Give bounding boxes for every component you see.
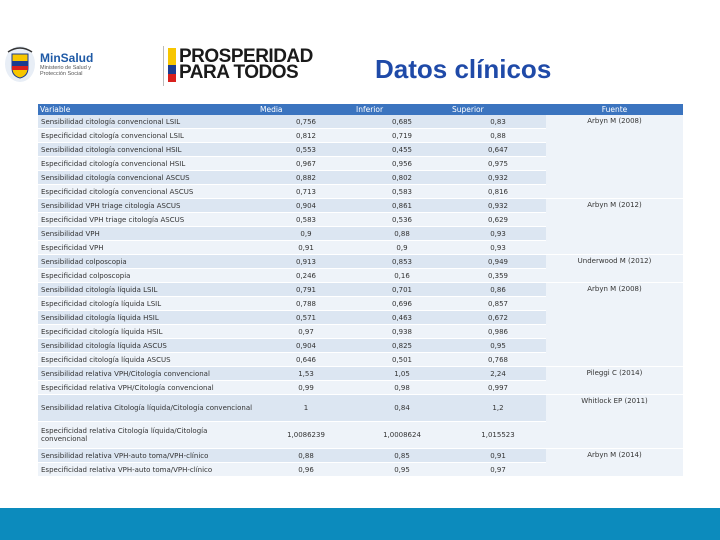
page-header (0, 0, 720, 100)
cell-superior: 0,97 (450, 463, 546, 477)
cell-variable: Especificidad citología líquida LSIL (38, 297, 258, 311)
cell-media: 0,812 (258, 129, 354, 143)
cell-superior: 0,93 (450, 241, 546, 255)
cell-variable: Sensibilidad colposcopia (38, 255, 258, 269)
cell-variable: Sensibilidad relativa VPH/Citología convencional (38, 367, 258, 381)
cell-media: 0,882 (258, 171, 354, 185)
cell-media: 0,9 (258, 227, 354, 241)
cell-variable: Sensibilidad relativa Citología líquida/Citología convencional (38, 395, 258, 422)
cell-media: 0,904 (258, 339, 354, 353)
cell-superior: 0,629 (450, 213, 546, 227)
cell-inferior: 1,0008624 (354, 422, 450, 449)
cell-superior: 1,015523 (450, 422, 546, 449)
cell-inferior: 0,501 (354, 353, 450, 367)
cell-inferior: 0,536 (354, 213, 450, 227)
cell-superior: 0,932 (450, 171, 546, 185)
cell-media: 0,553 (258, 143, 354, 157)
footer-bar (0, 508, 720, 540)
table-header-row (38, 104, 683, 115)
cell-superior: 0,672 (450, 311, 546, 325)
cell-inferior: 0,938 (354, 325, 450, 339)
cell-variable: Sensibilidad citología líquida HSIL (38, 311, 258, 325)
cell-media: 0,904 (258, 199, 354, 213)
minsalud-subtitle: Ministerio de Salud y Protección Social (40, 64, 92, 77)
cell-superior: 0,768 (450, 353, 546, 367)
header-variable: Variable (38, 104, 258, 115)
table-row (38, 395, 683, 422)
cell-variable: Sensibilidad citología líquida LSIL (38, 283, 258, 297)
cell-variable: Sensibilidad citología líquida ASCUS (38, 339, 258, 353)
cell-superior: 0,997 (450, 381, 546, 395)
table-row (38, 283, 683, 297)
cell-superior: 0,86 (450, 283, 546, 297)
cell-superior: 0,857 (450, 297, 546, 311)
cell-superior: 0,975 (450, 157, 546, 171)
cell-superior: 0,986 (450, 325, 546, 339)
cell-inferior: 0,463 (354, 311, 450, 325)
cell-variable: Especificidad relativa VPH/Citología convencional (38, 381, 258, 395)
cell-fuente: Pileggi C (2014) (546, 367, 683, 395)
header-inferior: Inferior (354, 104, 450, 115)
table-row (38, 255, 683, 269)
cell-inferior: 0,719 (354, 129, 450, 143)
cell-media: 1,53 (258, 367, 354, 381)
cell-variable: Sensibilidad citología convencional LSIL (38, 115, 258, 129)
cell-superior: 0,93 (450, 227, 546, 241)
cell-media: 0,756 (258, 115, 354, 129)
cell-media: 0,97 (258, 325, 354, 339)
cell-media: 0,791 (258, 283, 354, 297)
cell-fuente: Whitlock EP (2011) (546, 395, 683, 449)
cell-media: 0,713 (258, 185, 354, 199)
cell-superior: 0,83 (450, 115, 546, 129)
cell-inferior: 0,455 (354, 143, 450, 157)
cell-inferior: 0,825 (354, 339, 450, 353)
cell-variable: Sensibilidad relativa VPH-auto toma/VPH-clínico (38, 449, 258, 463)
table-row (38, 449, 683, 463)
cell-superior: 1,2 (450, 395, 546, 422)
cell-variable: Especificidad relativa VPH-auto toma/VPH-clínico (38, 463, 258, 477)
cell-media: 0,571 (258, 311, 354, 325)
header-superior: Superior (450, 104, 546, 115)
cell-inferior: 0,95 (354, 463, 450, 477)
cell-fuente: Arbyn M (2008) (546, 115, 683, 199)
cell-inferior: 0,853 (354, 255, 450, 269)
cell-superior: 0,647 (450, 143, 546, 157)
table-row (38, 115, 683, 129)
cell-inferior: 0,696 (354, 297, 450, 311)
clinical-data-table (38, 104, 683, 477)
logo-divider (163, 46, 164, 86)
cell-media: 1 (258, 395, 354, 422)
cell-inferior: 0,85 (354, 449, 450, 463)
table-row (38, 367, 683, 381)
cell-inferior: 0,956 (354, 157, 450, 171)
minsalud-logo (4, 44, 110, 84)
table-row (38, 199, 683, 213)
cell-variable: Especificidad citología líquida HSIL (38, 325, 258, 339)
cell-superior: 0,95 (450, 339, 546, 353)
cell-inferior: 0,98 (354, 381, 450, 395)
cell-variable: Especificidad VPH triage citología ASCUS (38, 213, 258, 227)
cell-media: 0,913 (258, 255, 354, 269)
cell-inferior: 0,802 (354, 171, 450, 185)
cell-variable: Especificidad citología convencional HSIL (38, 157, 258, 171)
cell-fuente: Arbyn M (2008) (546, 283, 683, 367)
cell-variable: Especificidad VPH (38, 241, 258, 255)
cell-media: 0,646 (258, 353, 354, 367)
cell-fuente: Arbyn M (2014) (546, 449, 683, 477)
cell-superior: 0,359 (450, 269, 546, 283)
cell-inferior: 0,685 (354, 115, 450, 129)
cell-fuente: Underwood M (2012) (546, 255, 683, 283)
page-title: Datos clínicos (375, 54, 552, 84)
cell-superior: 0,949 (450, 255, 546, 269)
cell-inferior: 0,861 (354, 199, 450, 213)
minsalud-name: MinSalud (40, 50, 94, 65)
cell-inferior: 0,701 (354, 283, 450, 297)
cell-media: 0,788 (258, 297, 354, 311)
cell-media: 0,967 (258, 157, 354, 171)
table-body (38, 115, 683, 477)
prosperidad-logo (168, 48, 313, 82)
cell-inferior: 0,583 (354, 185, 450, 199)
cell-variable: Sensibilidad citología convencional ASCUS (38, 171, 258, 185)
cell-media: 0,99 (258, 381, 354, 395)
colombia-coat-of-arms-icon (4, 44, 36, 84)
cell-inferior: 0,88 (354, 227, 450, 241)
cell-superior: 2,24 (450, 367, 546, 381)
cell-variable: Sensibilidad VPH triage citología ASCUS (38, 199, 258, 213)
cell-media: 0,88 (258, 449, 354, 463)
cell-variable: Sensibilidad VPH (38, 227, 258, 241)
cell-inferior: 0,16 (354, 269, 450, 283)
header-fuente: Fuente (546, 104, 683, 115)
header-media: Media (258, 104, 354, 115)
cell-superior: 0,932 (450, 199, 546, 213)
cell-media: 0,96 (258, 463, 354, 477)
cell-media: 0,583 (258, 213, 354, 227)
prosperidad-line1: PROSPERIDAD (179, 46, 313, 67)
cell-variable: Especificidad colposcopia (38, 269, 258, 283)
cell-variable: Especificidad citología convencional LSIL (38, 129, 258, 143)
cell-inferior: 1,05 (354, 367, 450, 381)
cell-superior: 0,91 (450, 449, 546, 463)
cell-fuente: Arbyn M (2012) (546, 199, 683, 255)
cell-superior: 0,88 (450, 129, 546, 143)
cell-variable: Especificidad citología líquida ASCUS (38, 353, 258, 367)
cell-inferior: 0,9 (354, 241, 450, 255)
cell-variable: Especificidad relativa Citología líquida/Citología convencional (38, 422, 258, 449)
colombia-flag-icon (168, 48, 176, 82)
cell-media: 0,91 (258, 241, 354, 255)
cell-media: 0,246 (258, 269, 354, 283)
cell-media: 1,0086239 (258, 422, 354, 449)
cell-variable: Sensibilidad citología convencional HSIL (38, 143, 258, 157)
cell-superior: 0,816 (450, 185, 546, 199)
cell-variable: Especificidad citología convencional ASCUS (38, 185, 258, 199)
prosperidad-line2: PARA TODOS (179, 62, 299, 83)
cell-inferior: 0,84 (354, 395, 450, 422)
